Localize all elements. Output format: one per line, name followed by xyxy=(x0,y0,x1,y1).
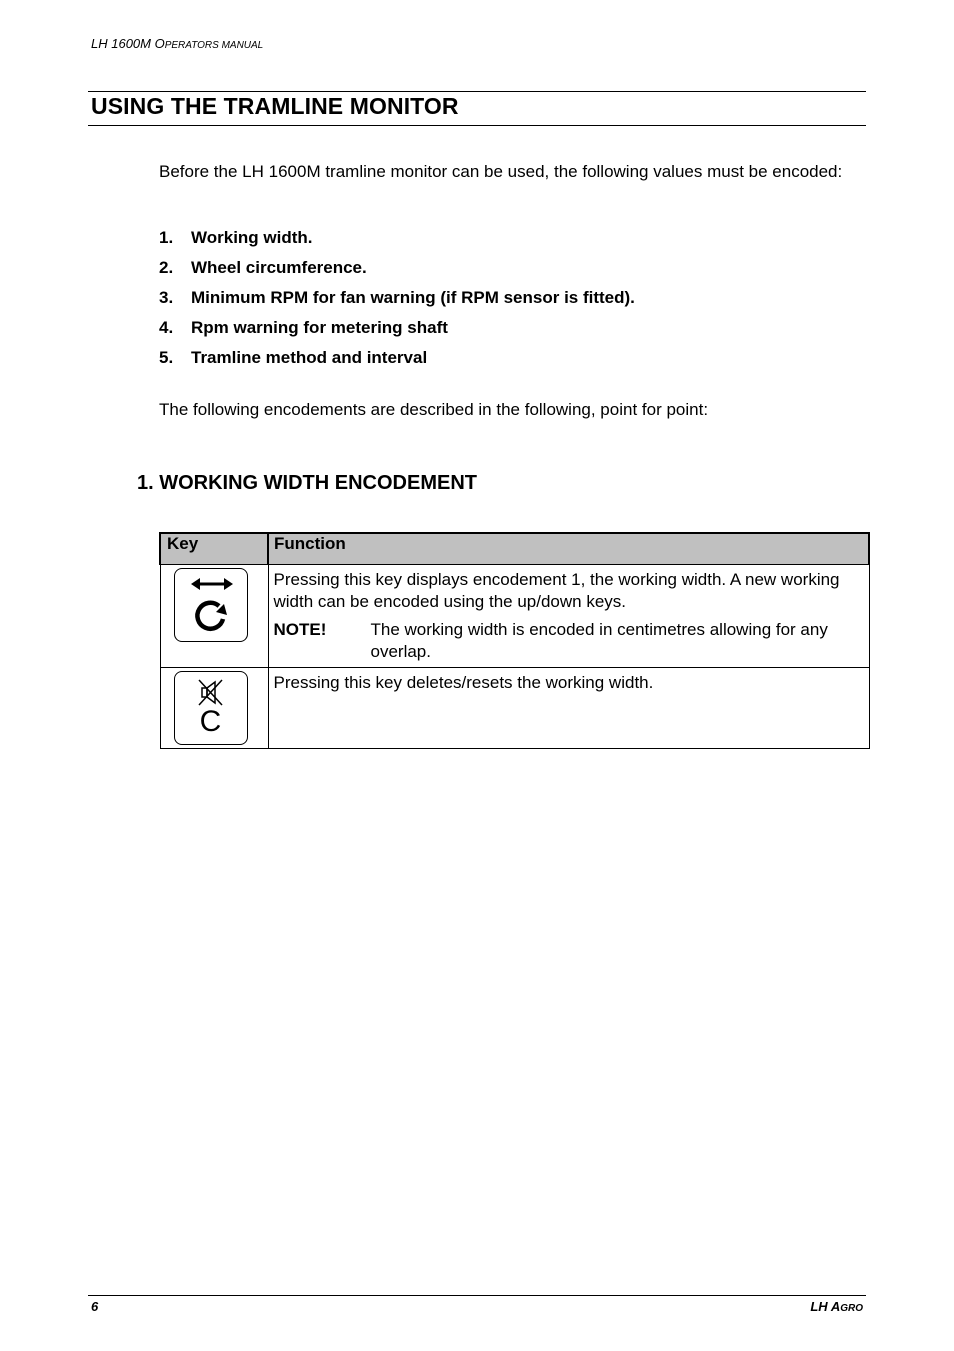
mute-clear-key-icon xyxy=(174,671,248,745)
follow-paragraph: The following encodements are described in the following, point for point: xyxy=(159,400,709,419)
column-header-function: Function xyxy=(268,533,869,565)
clear-key-letter: C xyxy=(199,705,222,738)
requirements-list xyxy=(159,228,635,378)
page-title: USING THE TRAMLINE MONITOR xyxy=(91,93,459,119)
function-text: Pressing this key displays encodement 1, the working width. A new working width can be encoded using the up/down keys. xyxy=(273,570,840,611)
key-cell xyxy=(160,668,268,749)
function-cell xyxy=(268,565,869,668)
width-rotate-key-icon xyxy=(174,568,248,642)
function-cell xyxy=(268,668,869,749)
key-function-table xyxy=(159,532,870,749)
list-item: 4. Rpm warning for metering shaft xyxy=(159,318,448,337)
page-number: 6 xyxy=(91,1299,99,1314)
running-header: LH 1600M OPERATORS MANUAL xyxy=(91,36,264,51)
key-cell xyxy=(160,565,268,668)
column-header-key: Key xyxy=(160,533,268,565)
function-text: Pressing this key deletes/resets the working width. xyxy=(273,673,654,692)
list-item: 1. Working width. xyxy=(159,228,313,247)
title-rule-bottom xyxy=(88,125,866,126)
list-item: 5. Tramline method and interval xyxy=(159,348,428,367)
footer-rule xyxy=(88,1295,866,1296)
table-row xyxy=(160,668,869,749)
table-row xyxy=(160,565,869,668)
list-item: 3. Minimum RPM for fan warning (if RPM sensor is fitted). xyxy=(159,288,635,307)
table-header-row xyxy=(160,533,869,565)
title-rule-top xyxy=(88,91,866,92)
note-text: The working width is encoded in centimetres allowing for any overlap. xyxy=(370,620,828,661)
list-item: 2. Wheel circumference. xyxy=(159,258,367,277)
note xyxy=(274,619,863,663)
intro-paragraph: Before the LH 1600M tramline monitor can be used, the following values must be encoded: xyxy=(159,162,843,181)
section-heading: 1. WORKING WIDTH ENCODEMENT xyxy=(137,472,477,494)
footer-brand: LH AGRO xyxy=(810,1299,863,1314)
note-label: NOTE! xyxy=(273,620,327,639)
